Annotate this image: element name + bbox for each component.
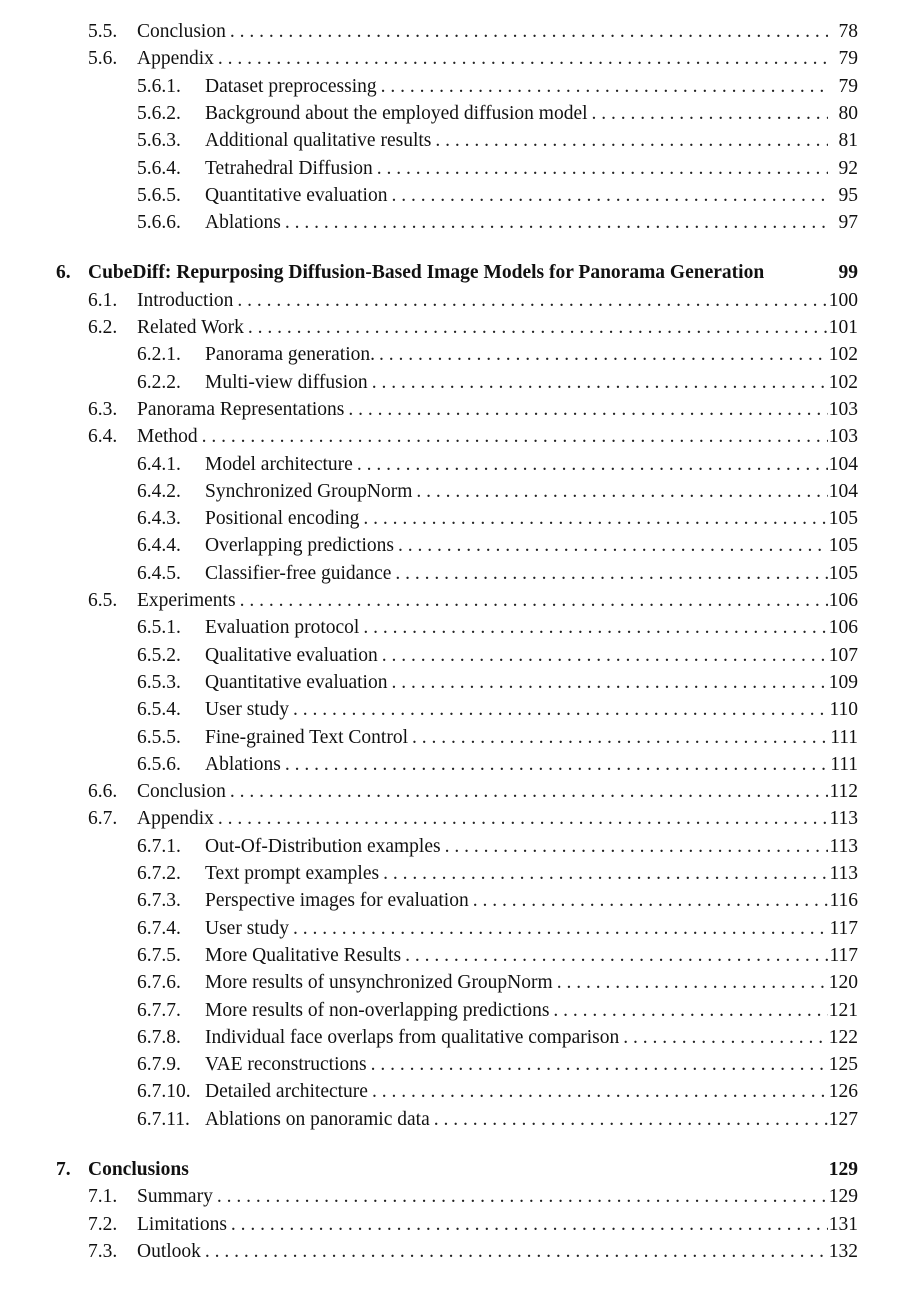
dot-leader [233,287,828,314]
entry-page-number[interactable]: 104 [828,480,858,502]
entry-title[interactable]: Fine-grained Text Control [205,726,408,748]
entry-page-number[interactable]: 132 [828,1240,858,1262]
toc-subsection-entry[interactable] [137,1078,858,1105]
dot-leader [226,18,828,45]
entry-number: 6.7.9. [137,1054,181,1076]
entry-title[interactable]: Perspective images for evaluation [205,890,469,912]
entry-number: 6.7.1. [137,835,181,857]
entry-number: 6.4.1. [137,453,181,475]
entry-page-number[interactable]: 129 [828,1186,858,1208]
entry-title[interactable]: Conclusion [137,21,226,42]
entry-page-number[interactable]: 104 [828,453,858,475]
entry-title[interactable]: Model architecture [205,453,353,475]
entry-number: 6.6. [88,781,118,803]
dot-leader [289,915,828,942]
entry-title[interactable]: More results of unsynchronized GroupNorm [205,972,553,994]
entry-title[interactable]: Background about the employed diffusion model [205,102,588,124]
entry-page-number[interactable]: 109 [828,671,858,693]
dot-leader [441,833,828,860]
entry-number: 7. [56,1159,71,1180]
entry-page-number[interactable]: 79 [838,75,858,97]
toc-subsection-entry[interactable] [137,997,858,1024]
entry-number: 6.7.3. [137,890,181,912]
dot-leader [214,805,828,832]
dot-leader [198,423,828,450]
toc-subsection-entry[interactable] [137,369,858,396]
toc-subsection-entry[interactable] [137,155,858,182]
entry-title[interactable]: Method [137,426,198,448]
entry-number: 5.6.1. [137,75,181,97]
entry-page-number[interactable]: 105 [828,535,858,557]
toc-subsection-entry[interactable] [137,505,858,532]
entry-page-number[interactable]: 79 [838,48,858,70]
dot-leader [236,587,828,614]
dot-leader [391,560,828,587]
toc-subsection-entry[interactable] [137,833,858,860]
toc-section-entry[interactable] [88,18,858,45]
toc-subsection-entry[interactable] [137,669,858,696]
entry-page-number[interactable]: 113 [829,863,858,884]
entry-title[interactable]: Multi-view diffusion [205,371,368,393]
toc-subsection-entry[interactable] [137,182,858,209]
toc-subsection-entry[interactable] [137,642,858,669]
toc-chapter-entry[interactable] [56,1156,858,1183]
entry-page-number[interactable]: 111 [830,753,858,775]
dot-leader [619,1024,828,1051]
toc-section-entry[interactable] [88,778,858,805]
entry-page-number[interactable]: 95 [838,184,858,206]
entry-title[interactable]: Overlapping predictions [205,535,394,557]
dot-leader [281,209,828,236]
entry-page-number[interactable]: 127 [828,1108,858,1130]
entry-number: 6.7.8. [137,1026,181,1048]
dot-leader [412,478,828,505]
entry-number: 7.2. [88,1213,118,1235]
dot-leader [408,724,828,751]
entry-number: 6.5. [88,590,118,611]
entry-page-number[interactable]: 113 [829,835,858,857]
toc-subsection-entry[interactable] [137,969,858,996]
entry-page-number[interactable]: 121 [828,999,858,1021]
entry-number: 6.5.5. [137,726,181,748]
entry-number: 6.7.11. [137,1108,190,1130]
dot-leader [553,969,828,996]
toc-section-entry[interactable] [88,314,858,341]
dot-leader [401,942,828,969]
entry-page-number[interactable]: 116 [829,890,858,912]
toc-section-entry[interactable] [88,805,858,832]
entry-title[interactable]: More Qualitative Results [205,944,402,966]
toc-subsection-entry[interactable] [137,560,858,587]
entry-title[interactable]: User study [205,917,289,939]
entry-page-number[interactable]: 100 [828,289,858,311]
entry-page-number[interactable]: 111 [830,726,858,748]
dot-leader [375,341,828,368]
entry-number: 6.7. [88,808,118,830]
entry-title[interactable]: Appendix [137,48,214,70]
entry-title[interactable]: Related Work [137,317,244,338]
toc-subsection-entry[interactable] [137,724,858,751]
entry-title[interactable]: Quantitative evaluation [205,184,388,206]
entry-number: 6.5.6. [137,753,181,775]
toc-subsection-entry[interactable] [137,751,858,778]
entry-number: 5.6.6. [137,212,181,234]
toc-subsection-entry[interactable] [137,478,858,505]
entry-title[interactable]: Additional qualitative results [205,130,432,152]
entry-title[interactable]: Tetrahedral Diffusion [205,157,373,179]
dot-leader [378,642,828,669]
entry-title[interactable]: More results of non-overlapping predictions [205,999,550,1021]
entry-title[interactable]: Ablations on panoramic data [205,1108,430,1130]
entry-page-number[interactable]: 97 [838,212,858,234]
toc-subsection-entry[interactable] [137,614,858,641]
entry-page-number[interactable]: 92 [838,157,858,179]
entry-number: 6. [56,262,71,284]
toc-section-entry[interactable] [88,1211,858,1238]
entry-number: 6.4.2. [137,480,181,502]
dot-leader [377,73,828,100]
toc-section-entry[interactable] [88,1238,858,1265]
dot-leader [469,887,828,914]
entry-title[interactable]: Evaluation protocol [205,617,360,639]
entry-title[interactable]: Positional encoding [205,508,360,530]
entry-number: 6.2.1. [137,344,181,366]
entry-page-number[interactable]: 103 [828,398,858,420]
entry-number: 5.5. [88,21,118,42]
dot-leader [213,1183,828,1210]
entry-title[interactable]: Outlook [137,1240,201,1262]
dot-leader [227,1211,828,1238]
entry-number: 6.3. [88,398,118,420]
entry-page-number[interactable]: 103 [828,426,858,448]
entry-page-number[interactable]: 81 [838,130,858,152]
entry-page-number[interactable]: 102 [828,344,858,366]
entry-page-number[interactable]: 120 [828,972,858,994]
entry-number: 5.6. [88,48,118,70]
entry-number: 6.5.4. [137,699,181,721]
entry-number: 7.3. [88,1240,118,1262]
entry-title[interactable]: Introduction [137,289,234,311]
toc-subsection-entry[interactable] [137,451,858,478]
dot-leader [368,1078,828,1105]
entry-title[interactable]: User study [205,699,289,721]
entry-number: 6.2.2. [137,371,181,393]
toc-section-entry[interactable] [88,45,858,72]
entry-title[interactable]: Individual face overlaps from qualitative comparison [205,1026,620,1048]
entry-title[interactable]: Conclusion [137,781,226,803]
entry-title[interactable]: Classifier-free guidance [205,562,392,584]
entry-number: 6.7.7. [137,999,181,1021]
entry-title[interactable]: Detailed architecture [205,1081,368,1103]
dot-leader [281,751,828,778]
entry-number: 6.7.6. [137,972,181,994]
entry-number: 6.4.4. [137,535,181,557]
dot-leader [379,860,828,887]
toc-subsection-entry[interactable] [137,1024,858,1051]
entry-title[interactable]: Ablations [205,212,281,234]
entry-title[interactable]: Qualitative evaluation [205,644,378,666]
entry-title[interactable]: Experiments [137,590,236,611]
dot-leader [367,1051,828,1078]
entry-number: 6.5.2. [137,644,181,666]
entry-title[interactable]: Summary [137,1186,213,1208]
dot-leader [289,696,828,723]
entry-page-number[interactable]: 112 [829,781,858,803]
entry-number: 5.6.5. [137,184,181,206]
dot-leader [387,182,828,209]
entry-page-number[interactable]: 113 [829,808,858,830]
entry-title[interactable]: Appendix [137,808,214,830]
entry-page-number[interactable]: 99 [838,262,858,284]
entry-page-number[interactable]: 117 [829,944,858,966]
entry-page-number[interactable]: 101 [828,317,858,338]
entry-number: 6.4.3. [137,508,181,530]
entry-title[interactable]: CubeDiff: Repurposing Diffusion-Based Image Models for Panorama Generation [88,262,765,284]
entry-title[interactable]: Limitations [137,1213,227,1235]
entry-page-number[interactable]: 117 [829,917,858,939]
toc-subsection-entry[interactable] [137,860,858,887]
entry-number: 6.4. [88,426,118,448]
entry-page-number[interactable]: 105 [828,508,858,530]
entry-title[interactable]: Ablations [205,753,281,775]
entry-number: 6.5.3. [137,671,181,693]
dot-leader [226,778,828,805]
toc-chapter-entry[interactable] [56,259,858,286]
toc-subsection-entry[interactable] [137,696,858,723]
entry-page-number[interactable]: 122 [828,1026,858,1048]
toc-subsection-entry[interactable] [137,341,858,368]
entry-title[interactable]: Panorama Representations [137,398,345,420]
entry-page-number[interactable]: 80 [838,102,858,124]
dot-leader [214,45,828,72]
entry-number: 6.1. [88,289,118,311]
toc-subsection-entry[interactable] [137,73,858,100]
dot-leader [344,396,828,423]
dot-leader [368,369,828,396]
entry-page-number[interactable]: 131 [828,1213,858,1235]
entry-number: 6.7.4. [137,917,181,939]
dot-leader [373,155,828,182]
entry-title[interactable]: Panorama generation. [205,344,376,366]
entry-number: 6.4.5. [137,562,181,584]
dot-leader [201,1238,828,1265]
toc-subsection-entry[interactable] [137,1051,858,1078]
dot-leader [549,997,828,1024]
toc-subsection-entry[interactable] [137,915,858,942]
entry-number: 5.6.4. [137,157,181,179]
entry-page-number[interactable]: 126 [828,1081,858,1103]
toc-section-entry[interactable] [88,396,858,423]
dot-leader [394,532,828,559]
entry-number: 5.6.2. [137,102,181,124]
entry-number: 6.2. [88,317,118,338]
entry-page-number[interactable]: 106 [828,617,858,639]
entry-page-number[interactable]: 105 [828,562,858,584]
toc-subsection-entry[interactable] [137,1106,858,1133]
dot-leader [588,100,828,127]
entry-number: 6.7.5. [137,944,181,966]
entry-number: 7.1. [88,1186,118,1208]
entry-title[interactable]: Synchronized GroupNorm [205,480,413,502]
entry-page-number[interactable]: 107 [828,644,858,666]
entry-number: 6.7.2. [137,863,181,884]
dot-leader [244,314,828,341]
dot-leader [359,614,828,641]
entry-page-number[interactable]: 129 [828,1159,858,1180]
entry-title[interactable]: Out-Of-Distribution examples [205,835,441,857]
toc-section-entry[interactable] [88,423,858,450]
toc-subsection-entry[interactable] [137,127,858,154]
entry-title[interactable]: VAE reconstructions [205,1054,367,1076]
toc-section-entry[interactable] [88,1183,858,1210]
dot-leader [387,669,828,696]
entry-title[interactable]: Conclusions [88,1159,189,1180]
entry-number: 5.6.3. [137,130,181,152]
dot-leader [431,127,828,154]
entry-title[interactable]: Text prompt examples [205,863,380,884]
entry-page-number[interactable]: 125 [828,1054,858,1076]
entry-page-number[interactable]: 78 [838,21,858,42]
toc-section-entry[interactable] [88,287,858,314]
entry-page-number[interactable]: 102 [828,371,858,393]
entry-number: 6.5.1. [137,617,181,639]
dot-leader [359,505,828,532]
toc-subsection-entry[interactable] [137,887,858,914]
entry-page-number[interactable]: 110 [829,699,858,721]
toc-subsection-entry[interactable] [137,209,858,236]
entry-title[interactable]: Dataset preprocessing [205,75,377,97]
entry-title[interactable]: Quantitative evaluation [205,671,388,693]
dot-leader [430,1106,828,1133]
entry-page-number[interactable]: 106 [828,590,858,611]
dot-leader [353,451,828,478]
entry-number: 6.7.10. [137,1081,191,1103]
toc-subsection-entry[interactable] [137,532,858,559]
toc-subsection-entry[interactable] [137,942,858,969]
toc-subsection-entry[interactable] [137,100,858,127]
toc-section-entry[interactable] [88,587,858,614]
